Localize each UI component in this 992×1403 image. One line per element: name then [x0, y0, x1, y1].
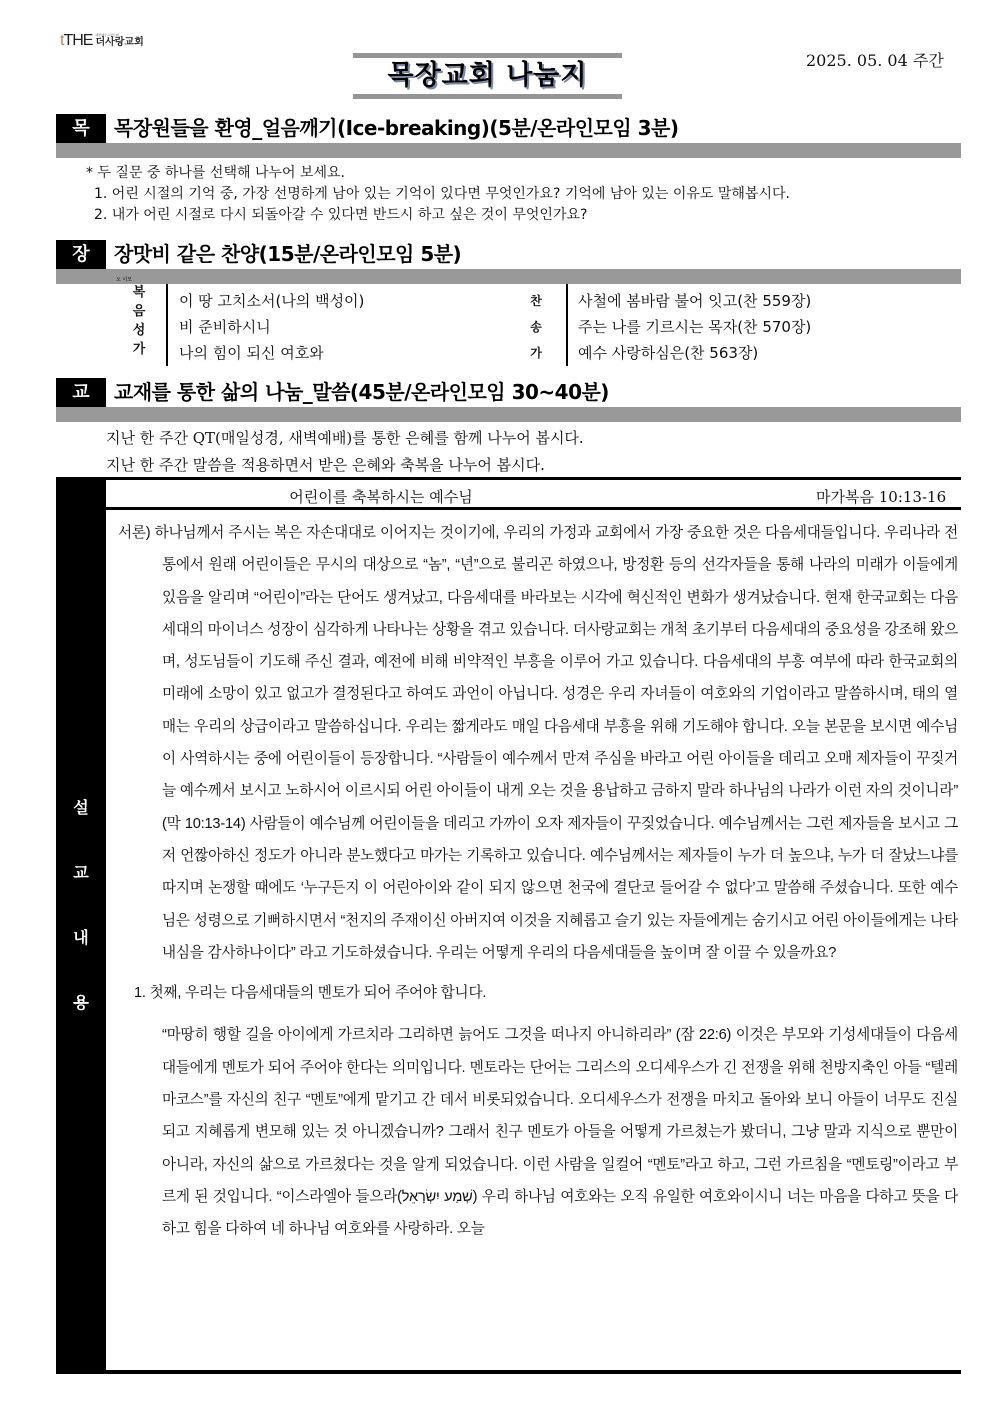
section-sharing-header	[56, 378, 961, 423]
section-title: 목장원들을 환영_얼음깨기(Ice-breaking)(5분/온라인모임 3분)	[114, 116, 679, 140]
scripture-reference: 마가복음 10:13-16	[816, 488, 947, 506]
label-char: 내	[73, 928, 89, 947]
hymn: 예수 사랑하심은(찬 563장)	[578, 344, 759, 362]
section-badge: 목	[56, 114, 106, 143]
sermon-intro: 서론) 하나님께서 주시는 복은 자손대대로 이어지는 것이기에, 우리의 가정과 교회에서 가장 중요한 것은 다음세대들입니다. 우리나라 전통에서 원래 어린이들은 무시의 대상으로 “놈”, “년”으로 불리곤 하였으나, 방정환 등의 선각자들을 통해 나라의 미래가 이들에게 있음을 알리며 “어린이”라는 단어도 생겨났고, 다음세대를 바라보는 시각에 혁신적인 변화가 생겨났습니다. 현재 한국교회는 다음세대의 마이너스 성장이 심각하게 나타나는 상황을 겪고 있습니다. 더사랑교회는 개척 초기부터 다음세대의 중요성을 강조해 왔으며, 성도님들이 기도해 주신 결과, 예전에 비해 비약적인 부흥을 이루어 가고 있습니다. 다음세대의 부흥 여부에 따라 한국교회의 미래에 소망이 있고 없고가 결정된다고 하여도 과언이 아닙니다. 성경은 우리 자녀들이 여호와의 기업이라고 말씀하시며, 태의 열매는 우리의 상급이라고 말씀하십니다. 우리는 짧게라도 매일 다음세대 부흥을 위해 기도해야 합니다. 오늘 본문을 보시면 예수님이 사역하시는 중에 어린이들이 등장합니다. “사람들이 예수께서 만져 주심을 바라고 어린 아이들을 데리고 오매 제자들이 꾸짖거늘 예수께서 보시고 노하시어 이르시되 어린 아이들이 내게 오는 것을 용납하고 금하지 말라 하나님의 나라가 이런 자의 것이니라” (막 10:13-14) 사람들이 예수님께 어린이들을 데리고 가까이 오자 제자들이 꾸짖었습니다. 예수님께서는 그런 제자들을 보시고 그저 언짢아하신 정도가 아니라 분노했다고 마가는 기록하고 있습니다. 예수님께서는 제자들이 누가 더 높으냐, 누가 더 잘났느냐를 따지며 논쟁할 때에도 ‘누구든지 이 어린아이와 같이 되지 않으면 천국에 결단코 들어갈 수 없다’고 말씀해 주셨습니다. 또한 예수님은 성령으로 기뻐하시면서 “천지의 주재이신 아버지여 이것을 지혜롭고 슬기 있는 자들에게는 숨기시고 어린 아이들에게는 나타내심을 감사하나이다” 라고 기도하셨습니다. 우리는 어떻게 우리의 다음세대들을 높이며 잘 이끌 수 있을까요?	[118, 525, 958, 961]
logo-mark: tTHE	[60, 32, 93, 49]
logo-mark-text: THE	[63, 32, 93, 49]
sermon-side-label	[56, 795, 106, 1013]
question-2: 2. 내가 어린 시절로 다시 되돌아갈 수 있다면 반드시 하고 싶은 것이 무엇인가요?	[94, 207, 588, 223]
icebreak-questions	[86, 163, 790, 226]
gospel-song-list	[179, 288, 364, 366]
sharing-prompt: 지난 한 주간 QT(매일성경, 새벽예배)를 통한 은혜를 함께 나누어 봅시다.	[106, 429, 584, 447]
label-char: 용	[73, 993, 89, 1012]
label-char: 가	[530, 346, 542, 360]
section-divider-bar	[56, 143, 961, 158]
hymn: 주는 나를 기르시는 목자(찬 570장)	[578, 318, 812, 336]
section-worship-header	[56, 240, 961, 285]
hymn-label	[525, 288, 547, 366]
icebreak-instruction: * 두 질문 중 하나를 선택해 나누어 보세요.	[86, 165, 345, 181]
page-title-block	[353, 53, 622, 97]
section-title: 교재를 통한 삶의 나눔_말씀(45분/온라인모임 30~40분)	[114, 380, 609, 404]
section-divider-bar	[56, 407, 961, 422]
section-title: 장맛비 같은 찬양(15분/온라인모임 5분)	[114, 242, 462, 266]
label-char: 송	[530, 320, 542, 334]
church-logo	[60, 34, 144, 48]
label-char: 성	[132, 323, 146, 338]
section-badge: 교	[56, 378, 106, 407]
gospel-song: 이 땅 고치소서(나의 백성이)	[179, 292, 365, 310]
sermon-title: 어린이를 축복하시는 예수님	[289, 488, 473, 506]
label-char: 복	[132, 285, 146, 300]
worship-mini-label: 오 이모	[116, 277, 133, 283]
sermon-point-heading: 1. 첫째, 우리는 다음세대들의 멘토가 되어 주어야 합니다.	[134, 985, 487, 1002]
logo-denomination: 대한예수교장로회	[95, 33, 119, 37]
sermon-point-body: “마땅히 행할 길을 아이에게 가르치라 그리하면 늙어도 그것을 떠나지 아니하리라” (잠 22:6) 이것은 부모와 기성세대들이 다음세대들에게 멘토가 되어 주어야 한다는 의미입니다. 멘토라는 단어는 그리스의 오디세우스가 긴 전쟁을 위해 천방지축인 아들 “텔레마코스”를 자신의 친구 “멘토”에게 맡기고 간 데서 비롯되었습니다. 오디세우스가 전쟁을 마치고 돌아와 보니 아들이 너무도 진실되고 지혜롭게 변모해 있는 것 아니겠습니까? 그래서 친구 멘토가 아들을 어떻게 가르쳤는가 봤더니, 그냥 말과 지식으로 뿐만이 아니라, 자신의 삶으로 가르쳤다는 것을 알게 되었습니다. 이런 사람을 일컬어 “멘토”라고 하고, 그런 가르침을 “멘토링”이라고 부르게 된 것입니다. “이스라엘아 들으라(שְׁמַע יִשְׂרָאֵל) 우리 하나님 여호와는 오직 유일한 여호와이시니 너는 마음을 다하고 뜻을 다하고 힘을 다하여 네 하나님 여호와를 사랑하라. 오늘	[162, 1027, 958, 1238]
label-char: 음	[132, 304, 146, 319]
label-char: 설	[73, 798, 89, 817]
sharing-prompt: 지난 한 주간 말씀을 적용하면서 받은 은혜와 축복을 나누어 봅시다.	[106, 456, 545, 474]
section-icebreak-header	[56, 114, 961, 159]
hymn-list	[578, 288, 811, 366]
logo-text	[95, 34, 143, 48]
title-bar-bottom	[353, 94, 622, 99]
gospel-song-label	[128, 283, 150, 359]
label-char: 찬	[530, 294, 542, 308]
hymn: 사철에 봄바람 불어 잇고(찬 559장)	[578, 292, 812, 310]
sermon-header-row	[106, 480, 961, 510]
section-divider-bar	[56, 269, 961, 284]
sermon-body	[118, 517, 958, 1246]
sharing-prompts	[106, 425, 584, 479]
gospel-song: 나의 힘이 되신 여호와	[179, 344, 324, 362]
week-date: 2025. 05. 04 주간	[806, 51, 944, 70]
divider-line	[166, 284, 168, 366]
title-bar-top	[353, 53, 622, 58]
logo-church-name: 더사랑교회	[95, 37, 144, 48]
label-char: 교	[73, 863, 89, 882]
divider-line	[566, 284, 568, 366]
question-1: 1. 어린 시절의 기억 중, 가장 선명하게 남아 있는 기억이 있다면 무엇인가요? 기억에 남아 있는 이유도 말해봅시다.	[94, 186, 790, 202]
sermon-content-box	[56, 477, 961, 1374]
page-title: 목장교회 나눔지	[387, 60, 588, 91]
label-char: 가	[132, 342, 146, 357]
section-badge: 장	[56, 240, 106, 269]
gospel-song: 비 준비하시니	[179, 318, 271, 336]
